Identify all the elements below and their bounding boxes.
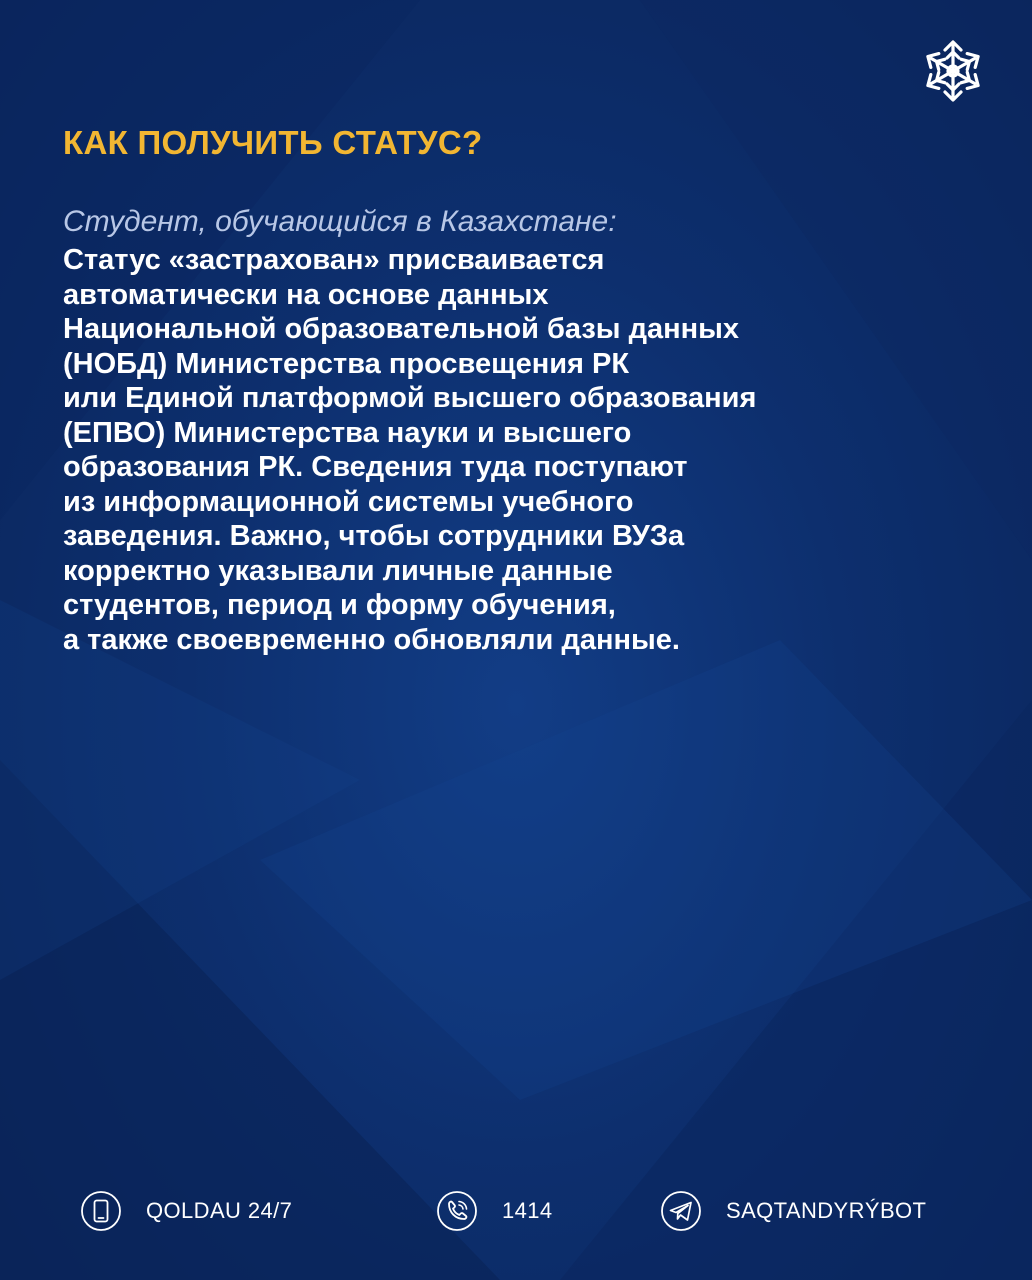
- footer-qoldau-label: QOLDAU 24/7: [146, 1198, 293, 1223]
- body-line: (ЕПВО) Министерства науки и высшего: [63, 416, 632, 449]
- footer-qoldau-link[interactable]: [80, 1188, 292, 1234]
- body-line: Национальной образовательной базы данных: [63, 313, 740, 345]
- page-title: КАК ПОЛУЧИТЬ СТАТУС?: [63, 124, 483, 161]
- footer-phone-link[interactable]: [436, 1188, 553, 1234]
- intro-subtitle: Студент, обучающийся в Казахстане:: [63, 205, 617, 238]
- footer-phone-label: 1414: [502, 1198, 553, 1223]
- footer-contacts: [0, 1188, 1032, 1236]
- body-line: из информационной системы учебного: [63, 485, 634, 518]
- body-line: автоматически на основе данных: [63, 278, 549, 311]
- footer-telegram-label: SAQTANDYRÝBOT: [726, 1198, 927, 1223]
- footer-telegram-link[interactable]: [660, 1188, 926, 1234]
- body-line: корректно указывали личные данные: [63, 554, 613, 587]
- body-line: заведения. Важно, чтобы сотрудники ВУЗа: [63, 520, 685, 552]
- snowflake-logo-icon: [918, 36, 988, 106]
- body-line: а также своевременно обновляли данные.: [63, 623, 680, 656]
- smartphone-icon: [80, 1190, 122, 1232]
- body-line: образования РК. Сведения туда поступают: [63, 451, 688, 483]
- body-line: студентов, период и форму обучения,: [63, 589, 616, 621]
- body-line: Статус «застрахован» присваивается: [63, 244, 605, 276]
- phone-icon: [436, 1190, 478, 1232]
- body-line: или Единой платформой высшего образования: [63, 382, 757, 414]
- body-line: (НОБД) Министерства просвещения РК: [63, 347, 630, 380]
- telegram-icon: [660, 1190, 702, 1232]
- body-paragraph: [63, 243, 983, 657]
